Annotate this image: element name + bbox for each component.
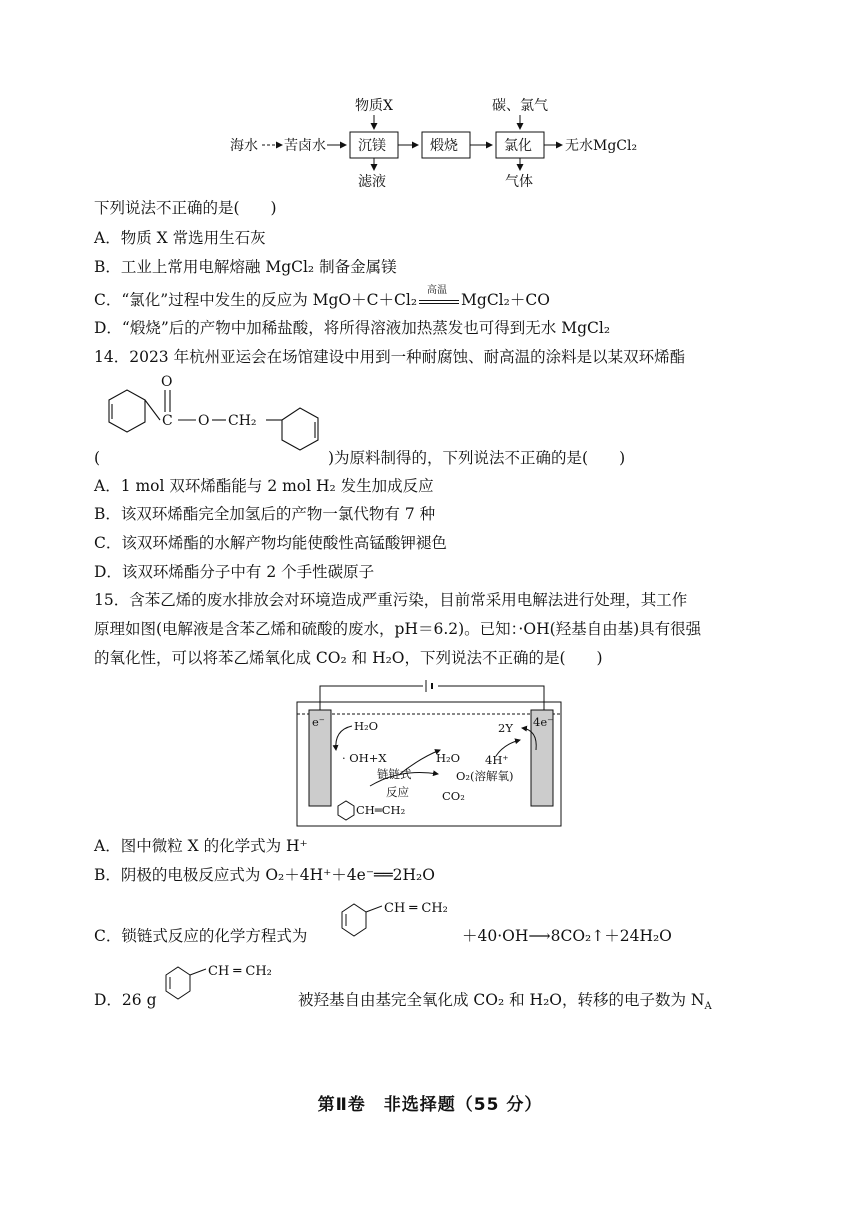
avogadro-subscript: A [704,1001,712,1013]
q15-option-a: A．图中微粒 X 的化学式为 H⁺ [94,837,308,855]
seawater-label: 海水 [230,138,258,154]
q15-stem-line1: 15．含苯乙烯的废水排放会对环境造成严重污染，目前常采用电解法进行处理，其工作 [94,591,688,609]
q15-stem-line3: 的氧化性，可以将苯乙烯氧化成 CO₂ 和 H₂O，下列说法不正确的是( ) [94,649,603,667]
bittern-label: 苦卤水 [284,138,326,154]
electrolysis-cell-diagram [290,674,570,832]
vinyl-label-c: CH ═ CH₂ [384,901,448,916]
q14-paren-open: ( [94,449,101,467]
vinyl-label-d: CH ═ CH₂ [208,964,272,979]
struct-ch2: CH₂ [228,413,257,429]
q14-option-d: D．该双环烯酯分子中有 2 个手性碳原子 [94,563,375,581]
condition-high-temp: 高温 [427,285,448,296]
styrene-structure-c [336,892,466,942]
filtrate-label: 滤液 [358,174,386,190]
q13-option-c-rhs: MgCl₂＋CO [461,291,550,309]
struct-o: O [198,413,210,429]
q14-option-a: A．1 mol 双环烯酯能与 2 mol H₂ 发生加成反应 [94,477,434,495]
q13-option-a: A．物质 X 常选用生石灰 [94,229,266,247]
q15-option-c-prefix: C．锁链式反应的化学方程式为 [94,927,308,945]
q15-option-d-suffix [298,990,712,1017]
q15-option-d-text: 被羟基自由基完全氧化成 CO₂ 和 H₂O，转移的电子数为 N [298,991,705,1009]
chain-reaction-1: 链链式 [377,767,412,781]
q14-stem: 14．2023 年杭州亚运会在场馆建设中用到一种耐腐蚀、耐高温的涂料是以某双环烯酯 [94,348,686,366]
q13-option-d: D．“煅烧”后的产物中加稀盐酸，将所得溶液加热蒸发也可得到无水 MgCl₂ [94,319,611,337]
gas-label: 气体 [505,174,533,190]
box2-label: 煅烧 [430,138,458,154]
section-title: 第Ⅱ卷 非选择题（55 分） [317,1095,543,1115]
oh-x-label: · OH+X [342,751,387,765]
q15-stem-line2: 原理如图(电解液是含苯乙烯和硫酸的废水，pH＝6.2)。已知：·OH(羟基自由基)具有很强 [94,620,702,638]
styrene-label: CH═CH₂ [356,803,406,817]
box3-label: 氯化 [504,138,532,154]
box1-label: 沉镁 [358,138,386,154]
q14-option-c: C．该双环烯酯的水解产物均能使酸性高锰酸钾褪色 [94,534,447,552]
process-flowchart [0,0,860,200]
struct-o-top: O [161,374,173,390]
struct-c: C [162,413,173,429]
h2o-mid: H₂O [436,751,461,765]
four-e-label: 4e⁻ [533,715,554,729]
reaction-condition-arrow [417,285,461,310]
bicyclic-ester-structure [94,370,334,470]
styrene-structure-d [160,955,290,1005]
q14-stem-tail: )为原料制得的，下列说法不正确的是( ) [328,449,626,467]
reagent-x-label: 物质X [355,98,393,114]
q15-option-b: B．阴极的电极反应式为 O₂＋4H⁺＋4e⁻══2H₂O [94,866,435,884]
o2-label: O₂(溶解氧) [456,769,514,783]
q14-option-b: B．该双环烯酯完全加氢后的产物一氯代物有 7 种 [94,505,436,523]
q13-stem: 下列说法不正确的是( ) [94,199,277,217]
reagent-2-label: 碳、氯气 [492,98,548,114]
four-h-label: 4H⁺ [485,753,509,767]
electron-left: e⁻ [312,715,325,729]
product-label: 无水MgCl₂ [565,138,638,154]
co2-label: CO₂ [442,789,465,803]
q13-option-c-lhs: C．“氯化”过程中发生的反应为 MgO＋C＋Cl₂ [94,291,418,309]
q15-option-c-suffix: ＋40·OH⟶8CO₂↑＋24H₂O [462,927,672,945]
two-y-label: 2Y [498,721,513,735]
q15-option-d-prefix: D．26 g [94,991,157,1009]
q13-option-b: B．工业上常用电解熔融 MgCl₂ 制备金属镁 [94,258,397,276]
q13-option-c [94,285,550,310]
chain-reaction-2: 反应 [386,785,409,799]
h2o-left: H₂O [354,719,379,733]
